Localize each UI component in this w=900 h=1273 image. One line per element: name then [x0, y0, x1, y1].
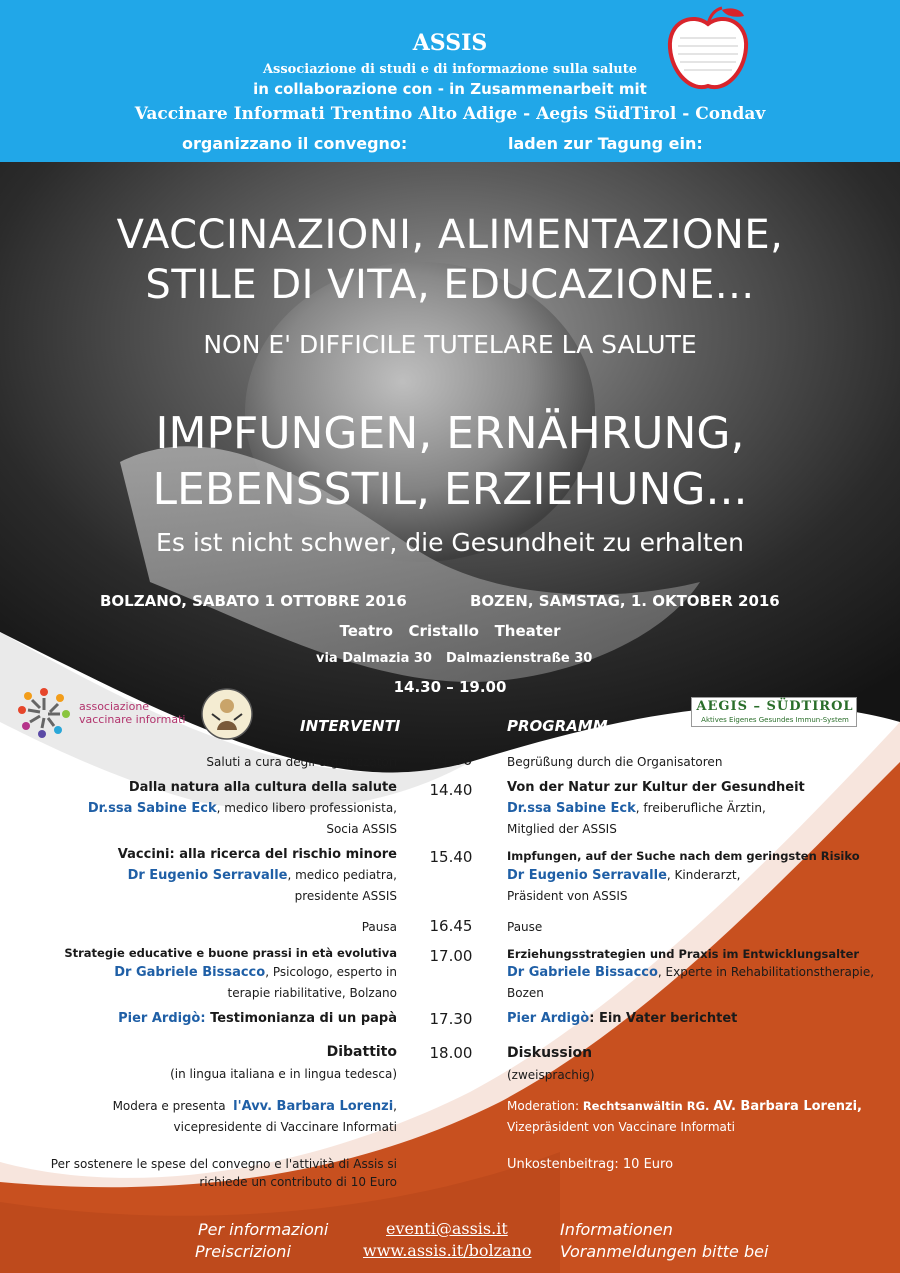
- speaker-role: , freiberufliche Ärztin,: [635, 801, 766, 815]
- date-it: BOLZANO, SABATO 1 OTTOBRE 2016: [100, 592, 407, 610]
- speaker-line-de: [507, 868, 740, 883]
- speaker-name: Dr Gabriele Bissacco: [114, 965, 266, 980]
- speaker-name: Pier Ardigò:: [118, 1011, 206, 1026]
- aegis-tagline: Aktives Eigenes Gesundes Immun-System: [701, 716, 849, 724]
- address-de: Dalmazienstraße 30: [446, 651, 593, 666]
- title-de-line2: LEBENSSTIL, ERZIEHUNG...: [152, 464, 748, 515]
- moderator-title: Rechtsanwältin RG.: [582, 1099, 714, 1113]
- speaker-line-de: [507, 965, 874, 980]
- condav-emblem-icon: [200, 686, 254, 742]
- break-it: Pausa: [361, 920, 397, 934]
- debate-note-it: (in lingua italiana e in lingua tedesca): [170, 1067, 397, 1081]
- footer-registration-de: Voranmeldungen bitte bei: [560, 1242, 769, 1261]
- talk-title-de: Impfungen, auf der Suche nach dem geringsten Risiko: [507, 849, 860, 863]
- break-de: Pause: [507, 920, 543, 934]
- moderator-name: l'Avv. Barbara Lorenzi: [233, 1099, 394, 1114]
- collaboration-line: in collaborazione con - in Zusammenarbeit mit: [253, 80, 647, 98]
- footer-website-link[interactable]: www.assis.it/bolzano: [363, 1241, 532, 1260]
- talk-title-it: Vaccini: alla ricerca del rischio minore: [117, 847, 397, 862]
- fee-it-line2: richiede un contributo di 10 Euro: [199, 1175, 397, 1189]
- vaccinare-informati-text: [79, 700, 185, 726]
- talk-title: Testimonianza di un papà: [205, 1011, 397, 1026]
- footer-info-it: Per informazioni: [198, 1220, 329, 1239]
- speaker-role2-it: presidente ASSIS: [294, 889, 397, 903]
- talk-title-de: Erziehungsstrategien und Praxis im Entwicklungsalter: [507, 947, 860, 961]
- testimony-de: [507, 1011, 737, 1026]
- item-time: 16.45: [429, 917, 473, 935]
- speaker-name: Dr Gabriele Bissacco: [507, 965, 658, 980]
- footer-email-link[interactable]: eventi@assis.it: [386, 1219, 508, 1238]
- date-de: BOZEN, SAMSTAG, 1. OKTOBER 2016: [470, 592, 780, 610]
- speaker-role: , Kinderarzt,: [666, 868, 741, 882]
- talk-title-it: Strategie educative e buone prassi in età evolutiva: [64, 946, 397, 960]
- speaker-name: Dr Eugenio Serravalle: [507, 868, 667, 883]
- item-time: 14.30: [429, 751, 473, 769]
- talk-title-it: Dalla natura alla cultura della salute: [128, 780, 397, 795]
- title-it-line1: VACCINAZIONI, ALIMENTAZIONE,: [116, 212, 784, 258]
- speaker-name: Dr.ssa Sabine Eck: [507, 801, 636, 816]
- organization-subtitle: Associazione di studi e di informazione sulla salute: [262, 62, 638, 77]
- debate-de: Diskussion: [507, 1045, 593, 1061]
- vaccinare-informati-logo: [16, 684, 196, 740]
- speaker-name: Dr.ssa Sabine Eck: [87, 801, 217, 816]
- venue: Teatro Cristallo Theater: [339, 622, 561, 640]
- address-it: via Dalmazia 30: [316, 651, 432, 666]
- program-head-it: INTERVENTI: [300, 717, 401, 735]
- fee-de: Unkostenbeitrag: 10 Euro: [507, 1157, 674, 1172]
- speaker-role2-de: Bozen: [507, 986, 544, 1000]
- condav-logo: [200, 676, 254, 742]
- av-line2: vaccinare informati: [79, 713, 186, 726]
- aegis-logo: [691, 697, 857, 727]
- condav-label: CONDAV: [210, 676, 244, 684]
- moderator-pre: Modera e presenta: [112, 1099, 234, 1113]
- av-line1: associazione: [79, 700, 150, 713]
- item-time: 14.40: [429, 781, 473, 799]
- footer-info-de: Informationen: [560, 1220, 673, 1239]
- speaker-role2-it: Socia ASSIS: [326, 822, 397, 836]
- speaker-line-it: [114, 965, 397, 980]
- header-band: [0, 0, 900, 162]
- organize-de: laden zur Tagung ein:: [508, 134, 703, 153]
- speaker-line-de: [507, 801, 766, 816]
- speaker-role: , medico pediatra,: [287, 868, 397, 882]
- talk-title-de: Von der Natur zur Kultur der Gesundheit: [507, 780, 805, 795]
- speaker-role: , Experte in Rehabilitationstherapie,: [657, 965, 875, 979]
- debate-note-de: (zweisprachig): [507, 1068, 595, 1082]
- speaker-role: , medico libero professionista,: [216, 801, 397, 815]
- speaker-line-it: [88, 801, 397, 816]
- speaker-name: Dr Eugenio Serravalle: [127, 868, 288, 883]
- moderator-name: AV. Barbara Lorenzi,: [713, 1099, 862, 1114]
- footer-registration-it: Preiscrizioni: [195, 1242, 291, 1261]
- moderator-pre: Moderation:: [507, 1099, 583, 1113]
- speaker-name: Pier Ardigò: [507, 1011, 590, 1026]
- partners-line: Vaccinare Informati Trentino Alto Adige - Aegis SüdTirol - Condav: [134, 104, 766, 124]
- organization-title: ASSIS: [412, 30, 488, 56]
- item-welcome-it: Saluti a cura degli organizzatori: [206, 755, 397, 769]
- event-hours: 14.30 – 19.00: [393, 678, 507, 696]
- organize-it: organizzano il convegno:: [182, 134, 408, 153]
- moderator-role-it: vicepresidente di Vaccinare Informati: [173, 1120, 397, 1134]
- item-time: 15.40: [429, 848, 473, 866]
- testimony-it: [118, 1011, 397, 1026]
- subtitle-it: NON E' DIFFICILE TUTELARE LA SALUTE: [203, 330, 697, 359]
- moderator-de: [507, 1099, 862, 1114]
- apple-logo-icon: [662, 4, 754, 96]
- title-de-line1: IMPFUNGEN, ERNÄHRUNG,: [155, 408, 745, 459]
- moderator-role-de: Vizepräsident von Vaccinare Informati: [507, 1120, 735, 1134]
- program-head-de: PROGRAMM: [507, 717, 608, 735]
- debate-it: Dibattito: [326, 1044, 397, 1060]
- aegis-name: AEGIS – SÜDTIROL: [696, 699, 854, 714]
- fee-it-line1: Per sostenere le spese del convegno e l'attività di Assis si: [50, 1157, 397, 1171]
- item-welcome-de: Begrüßung durch die Organisatoren: [507, 755, 723, 769]
- moderator-it: [113, 1099, 397, 1114]
- speaker-role2-de: Mitglied der ASSIS: [507, 822, 617, 836]
- people-circle-icon: [16, 684, 72, 740]
- moderator-post: ,: [393, 1099, 397, 1113]
- item-time: 18.00: [429, 1044, 473, 1062]
- title-it-line2: STILE DI VITA, EDUCAZIONE...: [145, 262, 755, 308]
- speaker-role2-it: terapie riabilitative, Bolzano: [227, 986, 397, 1000]
- speaker-role: , Psicologo, esperto in: [265, 965, 397, 979]
- subtitle-de: Es ist nicht schwer, die Gesundheit zu erhalten: [156, 528, 744, 557]
- item-time: 17.30: [429, 1010, 473, 1028]
- speaker-line-it: [128, 868, 397, 883]
- item-time: 17.00: [429, 947, 473, 965]
- speaker-role2-de: Präsident von ASSIS: [507, 889, 628, 903]
- talk-title: : Ein Vater berichtet: [589, 1011, 738, 1026]
